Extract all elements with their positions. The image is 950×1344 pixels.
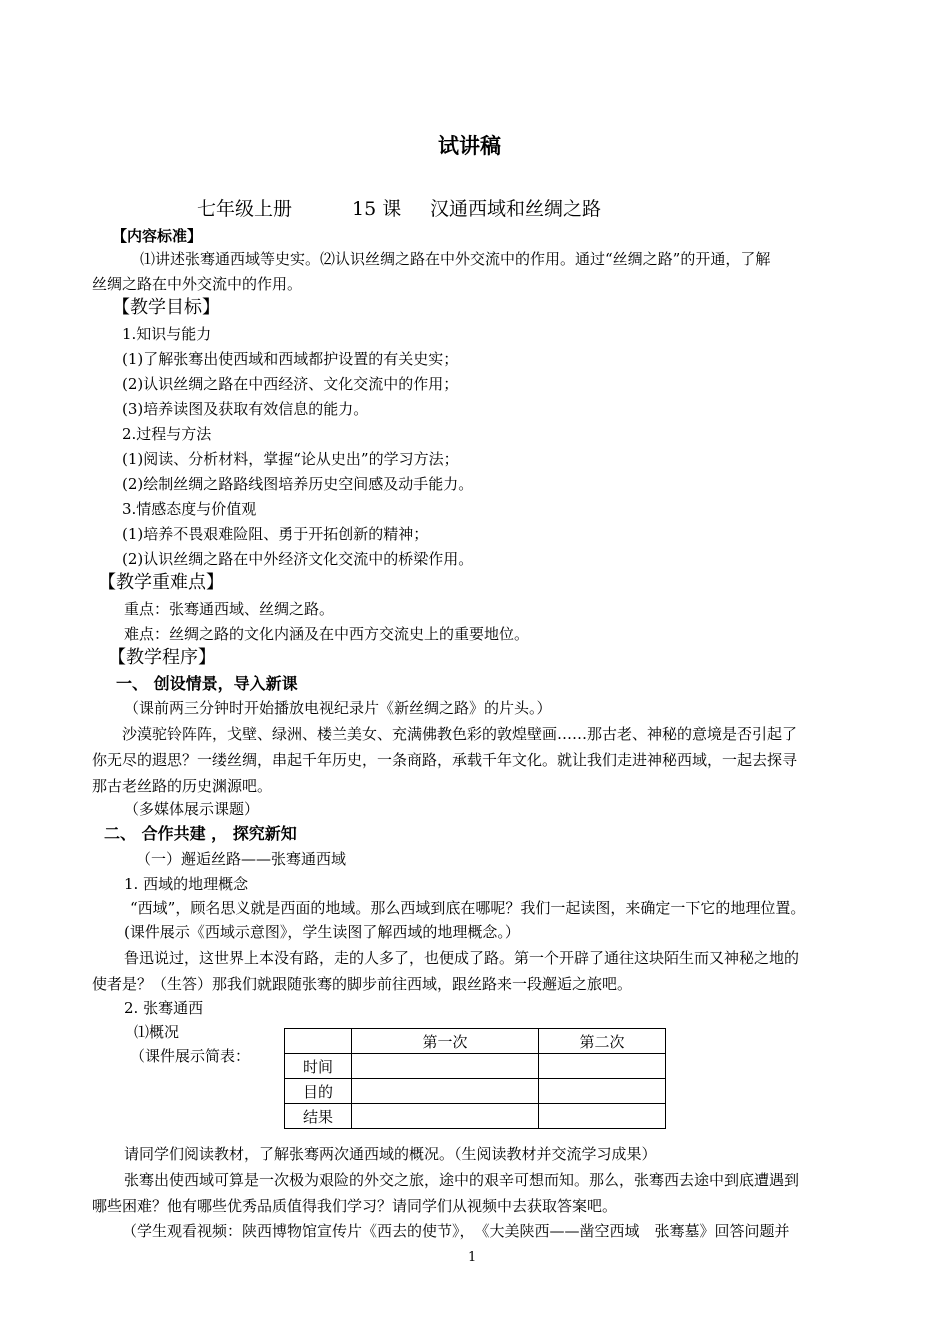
table-caption: （课件展示简表：	[130, 1047, 251, 1065]
goals-knowledge-heading: 1.知识与能力	[122, 325, 212, 343]
content-standard-text-2: 丝绸之路在中外交流中的作用。	[92, 275, 303, 293]
table-cell	[352, 1104, 539, 1129]
table-row-label: 目的	[285, 1079, 352, 1104]
section-1-heading: 一、 创设情景，导入新课	[116, 674, 298, 693]
goals-knowledge-1: (1)了解张骞出使西域和西域都护设置的有关史实；	[122, 350, 459, 368]
subtitle-topic: 汉通西域和丝绸之路	[430, 198, 602, 220]
section-2-paragraph-5a: 张骞出使西域可算是一次极为艰险的外交之旅，途中的艰辛可想而知。那么，张骞西去途中到底遭遇到	[124, 1171, 800, 1189]
table-row-label: 结果	[285, 1104, 352, 1129]
document-title: 试讲稿	[438, 134, 501, 158]
table-header-cell	[285, 1029, 352, 1054]
table-row-label: 时间	[285, 1054, 352, 1079]
section-2-item-2: 2. 张骞通西	[124, 999, 204, 1017]
subtitle-grade: 七年级上册	[197, 198, 293, 220]
table-row	[285, 1079, 666, 1104]
goals-knowledge-2: (2)认识丝绸之路在中西经济、文化交流中的作用；	[122, 375, 459, 393]
table-cell	[352, 1054, 539, 1079]
section-2-paragraph-3a: 鲁迅说过，这世界上本没有路，走的人多了，也便成了路。第一个开辟了通往这块陌生而又神秘之地的	[124, 949, 800, 967]
section-2-paragraph-6: （学生观看视频：陕西博物馆宣传片《西去的使节》， 《大美陕西——凿空西域 张骞墓》回答问题并	[122, 1222, 790, 1240]
subtitle-lesson: 15 课	[352, 198, 402, 220]
section-2-paragraph-1: “西域”，顾名思义就是西面的地域。那么西域到底在哪呢？我们一起读图，来确定一下它的地理位置。	[130, 899, 806, 917]
goals-emotion-1: (1)培养不畏艰难险阻、勇于开拓创新的精神；	[122, 525, 429, 543]
section-2-item-1: 1. 西域的地理概念	[124, 875, 249, 893]
table-cell	[539, 1079, 666, 1104]
goals-knowledge-3: (3)培养读图及获取有效信息的能力。	[122, 400, 369, 418]
table-row	[285, 1104, 666, 1129]
table-cell	[539, 1104, 666, 1129]
section-1-paragraph-1: 沙漠驼铃阵阵，戈壁、绿洲、楼兰美女、充满佛教色彩的敦煌壁画……那古老、神秘的意境是否引起了	[122, 725, 798, 743]
goals-heading: 【教学目标】	[112, 297, 220, 318]
procedure-heading: 【教学程序】	[108, 647, 216, 668]
goals-emotion-2: (2)认识丝绸之路在中外经济文化交流中的桥梁作用。	[122, 550, 474, 568]
key-point: 重点：张骞通西域、丝绸之路。	[124, 600, 335, 618]
key-points-heading: 【教学重难点】	[98, 572, 224, 593]
section-2-subheading: （一）邂逅丝路——张骞通西域	[136, 850, 347, 868]
difficult-point: 难点：丝绸之路的文化内涵及在中西方交流史上的重要地位。	[124, 625, 530, 643]
table-header-cell: 第二次	[539, 1029, 666, 1054]
section-2-heading: 二、 合作共建 ， 探究新知	[104, 824, 297, 843]
content-standard-heading: 【内容标准】	[112, 227, 203, 245]
section-1-paragraph-2: 你无尽的遐思？一缕丝绸，串起千年历史，一条商路，承载千年文化。就让我们走进神秘西域，一起去探寻	[92, 751, 798, 769]
goals-emotion-heading: 3.情感态度与价值观	[122, 500, 257, 518]
section-1-note-2: （多媒体展示课题）	[124, 800, 260, 818]
section-2-paragraph-4: 请同学们阅读教材，了解张骞两次通西域的概况。（生阅读教材并交流学习成果）	[124, 1145, 657, 1163]
table-row	[285, 1054, 666, 1079]
section-2-paragraph-3b: 使者是？（生答）那我们就跟随张骞的脚步前往西域，跟丝路来一段邂逅之旅吧。	[92, 975, 633, 993]
table-cell	[352, 1079, 539, 1104]
mission-summary-table	[284, 1028, 666, 1129]
goals-process-heading: 2.过程与方法	[122, 425, 212, 443]
goals-process-2: (2)绘制丝绸之路路线图培养历史空间感及动手能力。	[122, 475, 474, 493]
content-standard-text-1: ⑴讲述张骞通西域等史实。⑵认识丝绸之路在中外交流中的作用。通过“丝绸之路”的开通，了解	[140, 250, 771, 268]
page-number: 1	[468, 1250, 477, 1265]
table-header-cell: 第一次	[352, 1029, 539, 1054]
table-header-row	[285, 1029, 666, 1054]
table-cell	[539, 1054, 666, 1079]
goals-process-1: (1)阅读、分析材料，掌握“论从史出”的学习方法；	[122, 450, 459, 468]
section-2-paragraph-5b: 哪些困难？他有哪些优秀品质值得我们学习？请同学们从视频中去获取答案吧。	[92, 1197, 618, 1215]
section-2-overview: ⑴概况	[134, 1023, 180, 1041]
section-1-paragraph-3: 那古老丝路的历史渊源吧。	[92, 777, 273, 795]
section-2-paragraph-2: (课件展示《西域示意图》，学生读图了解西域的地理概念。）	[124, 923, 520, 941]
section-1-note: （课前两三分钟时开始播放电视纪录片《新丝绸之路》的片头。）	[124, 699, 552, 717]
